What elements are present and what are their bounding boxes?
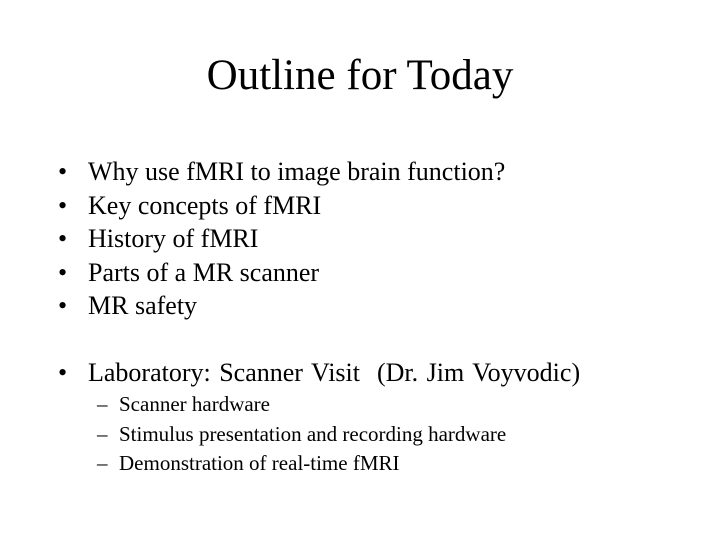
list-item <box>58 289 505 323</box>
list-item <box>58 155 505 189</box>
dash-icon: – <box>97 421 108 446</box>
bullet-icon: • <box>58 224 68 253</box>
outline-list <box>58 155 505 323</box>
sub-list-item-text: Scanner hardware <box>119 392 270 416</box>
sub-list-item <box>97 449 506 479</box>
sub-list-item <box>97 420 506 450</box>
slide-title: Outline for Today <box>206 52 514 99</box>
list-item <box>58 256 505 290</box>
bullet-icon: • <box>58 358 68 387</box>
list-item-text: MR safety <box>88 291 198 320</box>
bullet-icon: • <box>58 157 68 186</box>
list-item-text: Parts of a MR scanner <box>88 257 320 287</box>
list-item <box>58 222 505 256</box>
dash-icon: – <box>97 451 108 475</box>
laboratory-item <box>58 356 580 390</box>
laboratory-text: Laboratory: Scanner Visit (Dr. Jim Voyvodic) <box>88 358 581 387</box>
bullet-icon: • <box>58 257 68 287</box>
list-item-text: Key concepts of fMRI <box>88 190 322 220</box>
sub-list-item-text: Stimulus presentation and recording hardware <box>119 421 507 446</box>
sub-list-item <box>97 390 506 420</box>
list-item <box>58 189 505 223</box>
list-item-text: Why use fMRI to image brain function? <box>88 157 506 186</box>
laboratory-sublist <box>97 390 506 479</box>
bullet-icon: • <box>58 291 68 320</box>
bullet-icon: • <box>58 190 68 220</box>
list-item-text: History of fMRI <box>88 224 259 253</box>
dash-icon: – <box>97 392 108 416</box>
sub-list-item-text: Demonstration of real-time fMRI <box>119 451 400 475</box>
